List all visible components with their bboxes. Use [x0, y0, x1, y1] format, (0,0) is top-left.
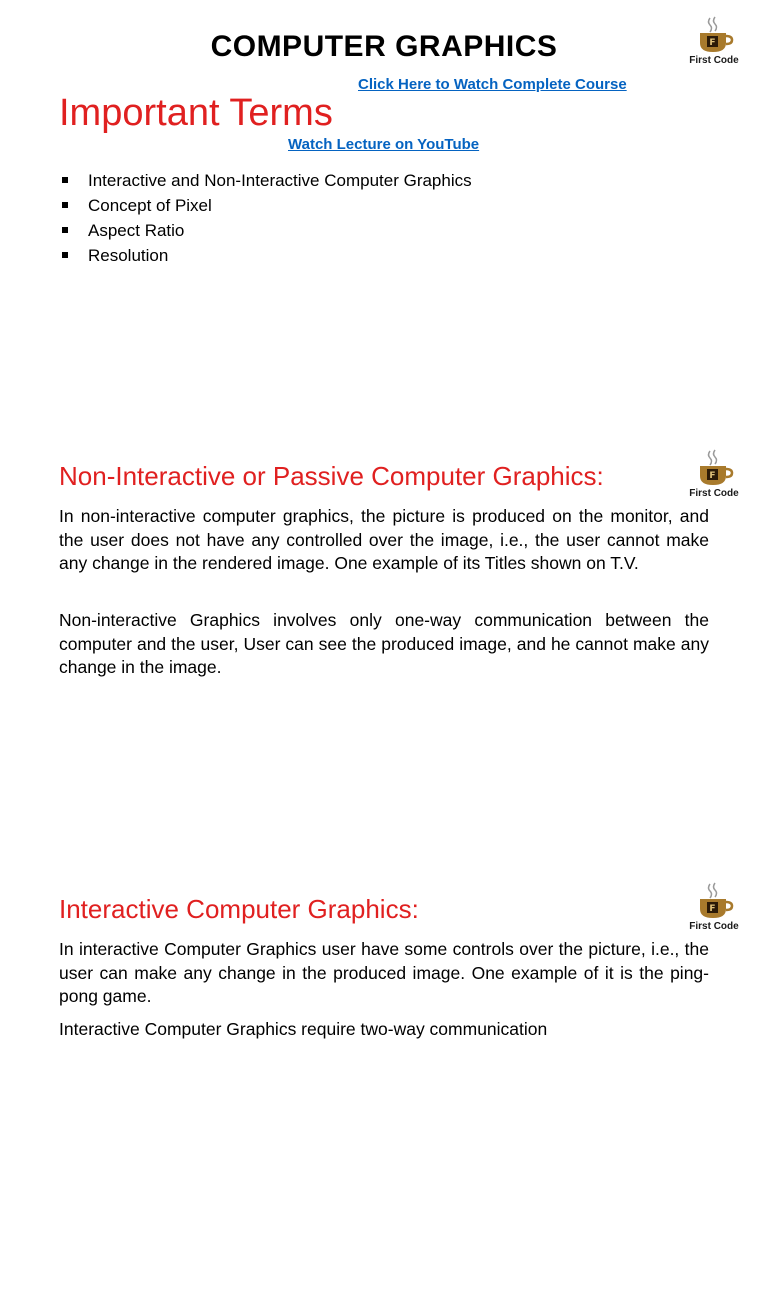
- logo-text: First Code: [689, 488, 739, 499]
- coffee-cup-icon: [694, 882, 734, 920]
- complete-course-link[interactable]: Click Here to Watch Complete Course: [358, 76, 627, 93]
- paragraph: Interactive Computer Graphics require two-way communication: [59, 1019, 548, 1039]
- terms-list: [62, 168, 472, 268]
- list-item: Aspect Ratio: [62, 218, 472, 243]
- slide-interactive: [0, 866, 768, 1298]
- page-title: COMPUTER GRAPHICS: [210, 30, 558, 63]
- first-code-logo: [682, 876, 746, 932]
- list-item: Interactive and Non-Interactive Computer Graphics: [62, 168, 472, 193]
- svg-text:F: F: [709, 904, 716, 914]
- paragraph: Non-interactive Graphics involves only one-way communication between the computer and the user, User can see the produced image, and he cannot make any change in the image.: [59, 610, 709, 677]
- coffee-cup-icon: [694, 449, 734, 487]
- list-item: Resolution: [62, 243, 472, 268]
- non-interactive-heading: Non-Interactive or Passive Computer Graphics:: [59, 461, 604, 491]
- paragraph: In non-interactive computer graphics, the picture is produced on the monitor, and the user does not have any controlled over the image, i.e., the user cannot make any change in the rendered image. One example of its Titles shown on T.V.: [59, 506, 709, 573]
- important-terms-heading: Important Terms: [59, 92, 333, 134]
- first-code-logo: [682, 443, 746, 499]
- paragraph: In interactive Computer Graphics user have some controls over the picture, i.e., the user can make any change in the produced image. One example of it is the ping-pong game.: [59, 939, 709, 1006]
- logo-text: First Code: [689, 921, 739, 932]
- svg-text:F: F: [709, 471, 716, 481]
- interactive-heading: Interactive Computer Graphics:: [59, 894, 419, 924]
- logo-text: First Code: [689, 55, 739, 66]
- list-item: Concept of Pixel: [62, 193, 472, 218]
- youtube-lecture-link[interactable]: Watch Lecture on YouTube: [288, 136, 480, 153]
- slide-non-interactive: [0, 433, 768, 865]
- svg-text:F: F: [709, 38, 716, 48]
- slide-important-terms: [0, 0, 768, 432]
